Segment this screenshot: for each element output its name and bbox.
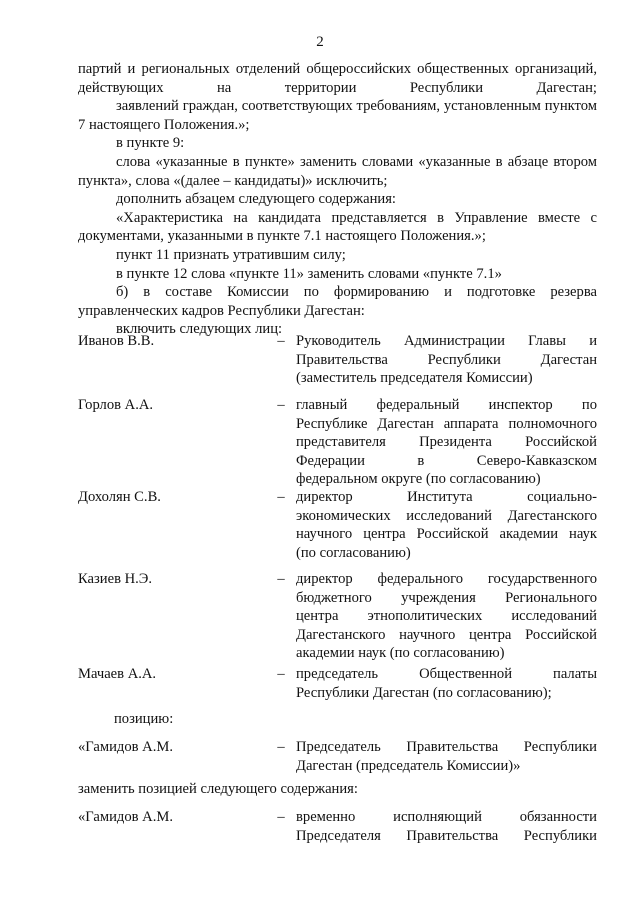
- description-line: бюджетного учреждения Регионального: [296, 589, 597, 606]
- paragraph: включить следующих лиц:: [116, 321, 283, 338]
- member-description: [296, 665, 597, 702]
- description-line: Дагестанского научного центра Российской: [296, 626, 597, 643]
- member-name: Дохолян С.В.: [78, 489, 161, 505]
- description-line: (заместитель председателя Комиссии): [296, 370, 533, 387]
- description-line: экономических исследований Дагестанского: [296, 507, 597, 524]
- member-description: [296, 738, 597, 775]
- member-description: [296, 488, 597, 562]
- description-line: директор Института социально-: [296, 489, 597, 505]
- member-name: Горлов А.А.: [78, 397, 154, 413]
- description-line: Председатель Правительства Республики: [296, 739, 597, 755]
- amendment-text: [78, 60, 597, 339]
- paragraph: слова «указанные в пункте» заменить словами «указанные в абзаце втором пункта», слова «(далее – кандидаты)» исключить;: [78, 153, 597, 189]
- member-description: [296, 332, 597, 388]
- paragraph: партий и региональных отделений общероссийских общественных организаций, действующих на территории Республики Дагестан;: [78, 61, 597, 96]
- description-line: Федерации в Северо-Кавказском: [296, 452, 597, 469]
- member-name: «Гамидов А.М.: [78, 809, 173, 825]
- replace-text: заменить позицией следующего содержания:: [78, 781, 358, 797]
- description-line: временно исполняющий обязанности: [296, 809, 597, 825]
- description-line: Республике Дагестан аппарата полномочного: [296, 415, 597, 432]
- paragraph: в пункте 12 слова «пункте 11» заменить словами «пункте 7.1»: [116, 265, 502, 282]
- dash: –: [277, 333, 285, 349]
- description-line: Дагестан (председатель Комиссии)»: [296, 757, 521, 774]
- member-description: [296, 396, 597, 489]
- dash: –: [277, 397, 285, 413]
- member-description: [296, 570, 597, 663]
- paragraph: заявлений граждан, соответствующих требованиям, установленным пунктом 7 настоящего Положения.»;: [78, 98, 597, 133]
- description-line: председатель Общественной палаты: [296, 666, 597, 682]
- paragraph: б) в составе Комиссии по формированию и подготовке резерва управленческих кадров Республики Дагестан:: [78, 284, 597, 319]
- member-name: Иванов В.В.: [78, 333, 155, 349]
- description-line: Председателя Правительства Республики: [296, 827, 597, 844]
- description-line: директор федерального государственного: [296, 571, 597, 587]
- paragraph: в пункте 9:: [116, 135, 185, 152]
- position-label: позицию:: [114, 711, 174, 727]
- member-name: Мачаев А.А.: [78, 666, 157, 682]
- member-description: [296, 808, 597, 845]
- description-line: Руководитель Администрации Главы и: [296, 333, 597, 349]
- description-line: центра этнополитических исследований: [296, 608, 597, 625]
- description-line: (по согласованию): [296, 544, 411, 561]
- dash: –: [277, 666, 285, 682]
- paragraph: «Характеристика на кандидата представляется в Управление вместе с документами, указанными в пункте 7.1 настоящего Положения.»;: [78, 209, 597, 245]
- description-line: Республики Дагестан (по согласованию);: [296, 684, 552, 701]
- dash: –: [277, 489, 285, 505]
- paragraph: пункт 11 признать утратившим силу;: [116, 246, 346, 263]
- dash: –: [277, 739, 285, 755]
- description-line: академии наук (по согласованию): [296, 645, 505, 662]
- dash: –: [277, 571, 285, 587]
- paragraph: дополнить абзацем следующего содержания:: [116, 191, 396, 208]
- description-line: главный федеральный инспектор по: [296, 397, 597, 413]
- dash: –: [277, 809, 285, 825]
- member-name: Казиев Н.Э.: [78, 571, 153, 587]
- description-line: научного центра Российской академии наук: [296, 526, 597, 543]
- description-line: Правительства Республики Дагестан: [296, 351, 597, 368]
- member-name: «Гамидов А.М.: [78, 739, 173, 755]
- description-line: представителя Президента Российской: [296, 434, 597, 451]
- page-number: 2: [316, 34, 324, 50]
- description-line: федеральном округе (по согласованию): [296, 471, 541, 488]
